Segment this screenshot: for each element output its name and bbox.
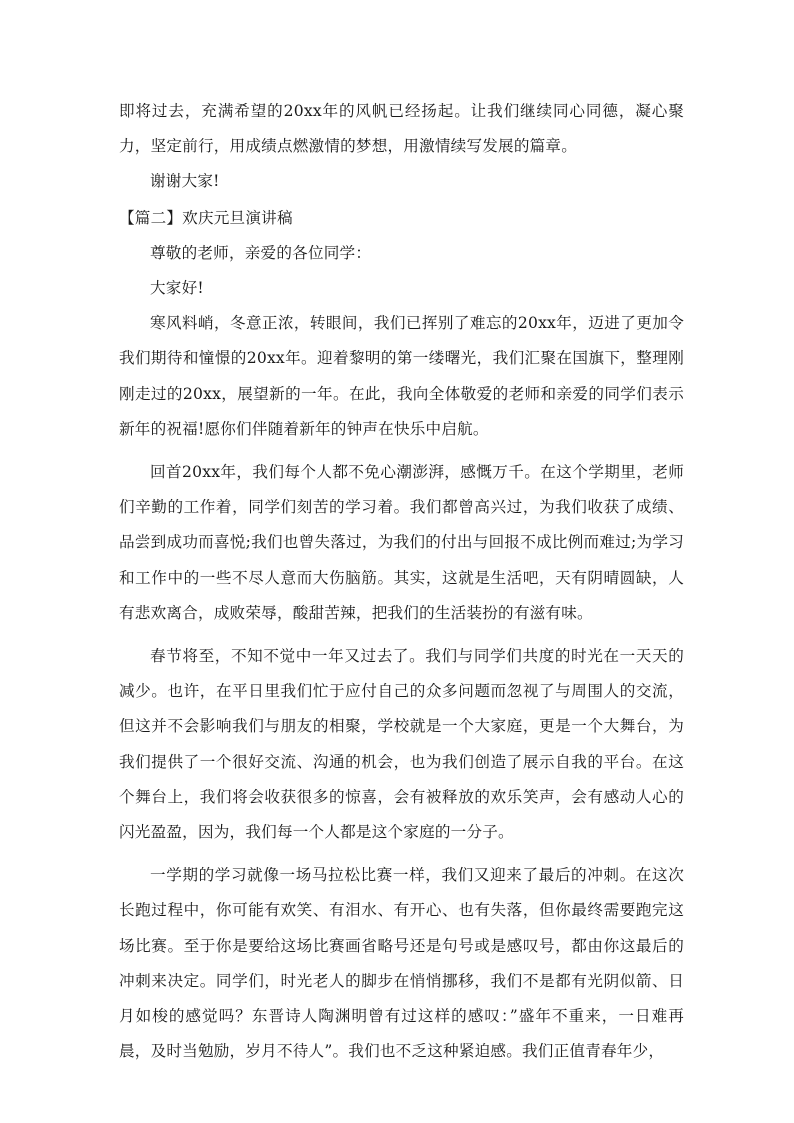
paragraph-greeting: 大家好! [150,279,204,298]
paragraph-thanks: 谢谢大家! [150,172,220,191]
paragraph-closing-wishes: 即将过去，充满希望的20xx年的风帆已经扬起。让我们继续同心同德，凝心聚力，坚定前行，用成绩点燃激情的梦想，用激情续写发展的篇章。 [119,102,684,156]
section-heading: 【篇二】欢庆元旦演讲稿 [119,208,293,227]
paragraph-salutation: 尊敬的老师，亲爱的各位同学： [150,243,372,262]
paragraph-body-2: 回首20xx年，我们每个人都不免心潮澎湃，感慨万千。在这个学期里，老师们辛勤的工作着，同学们刻苦的学习着。我们都曾高兴过，为我们收获了成绩、品尝到成功而喜悦;我们也曾失落过，为我们的付出与回报不成比例而难过;为学习和工作中的一些不尽人意而大伤脑筋。其实，这就是生活吧，天有阴晴圆缺，人有悲欢离合，成败荣辱，酸甜苦辣，把我们的生活装扮的有滋有味。 [119,463,684,622]
paragraph-body-4: 一学期的学习就像一场马拉松比赛一样，我们又迎来了最后的冲刺。在这次长跑过程中，你可能有欢笑、有泪水、有开心、也有失落，但你最终需要跑完这场比赛。至于你是要给这场比赛画省略号还是句号或是感叹号，都由你这最后的冲刺来决定。同学们，时光老人的脚步在悄悄挪移，我们不是都有光阴似箭、日月如梭的感觉吗？东晋诗人陶渊明曾有过这样的感叹：”盛年不重来，一日难再晨，及时当勉励，岁月不待人”。我们也不乏这种紧迫感。我们正值青春年少， [119,866,684,1061]
paragraph-body-1: 寒风料峭，冬意正浓，转眼间，我们已挥别了难忘的20xx年，迈进了更加令我们期待和憧憬的20xx年。迎着黎明的第一缕曙光，我们汇聚在国旗下，整理刚刚走过的20xx，展望新的一年。在此，我向全体敬爱的老师和亲爱的同学们表示新年的祝福!愿你们伴随着新年的钟声在快乐中启航。 [119,314,684,438]
document-body [119,94,684,1069]
paragraph-body-3: 春节将至，不知不觉中一年又过去了。我们与同学们共度的时光在一天天的减少。也许，在平日里我们忙于应付自己的众多问题而忽视了与周围人的交流，但这并不会影响我们与朋友的相聚，学校就是一个大家庭，更是一个大舞台，为我们提供了一个很好交流、沟通的机会，也为我们创造了展示自我的平台。在这个舞台上，我们将会收获很多的惊喜，会有被释放的欢乐笑声，会有感动人心的闪光盈盈，因为，我们每一个人都是这个家庭的一分子。 [119,647,684,842]
